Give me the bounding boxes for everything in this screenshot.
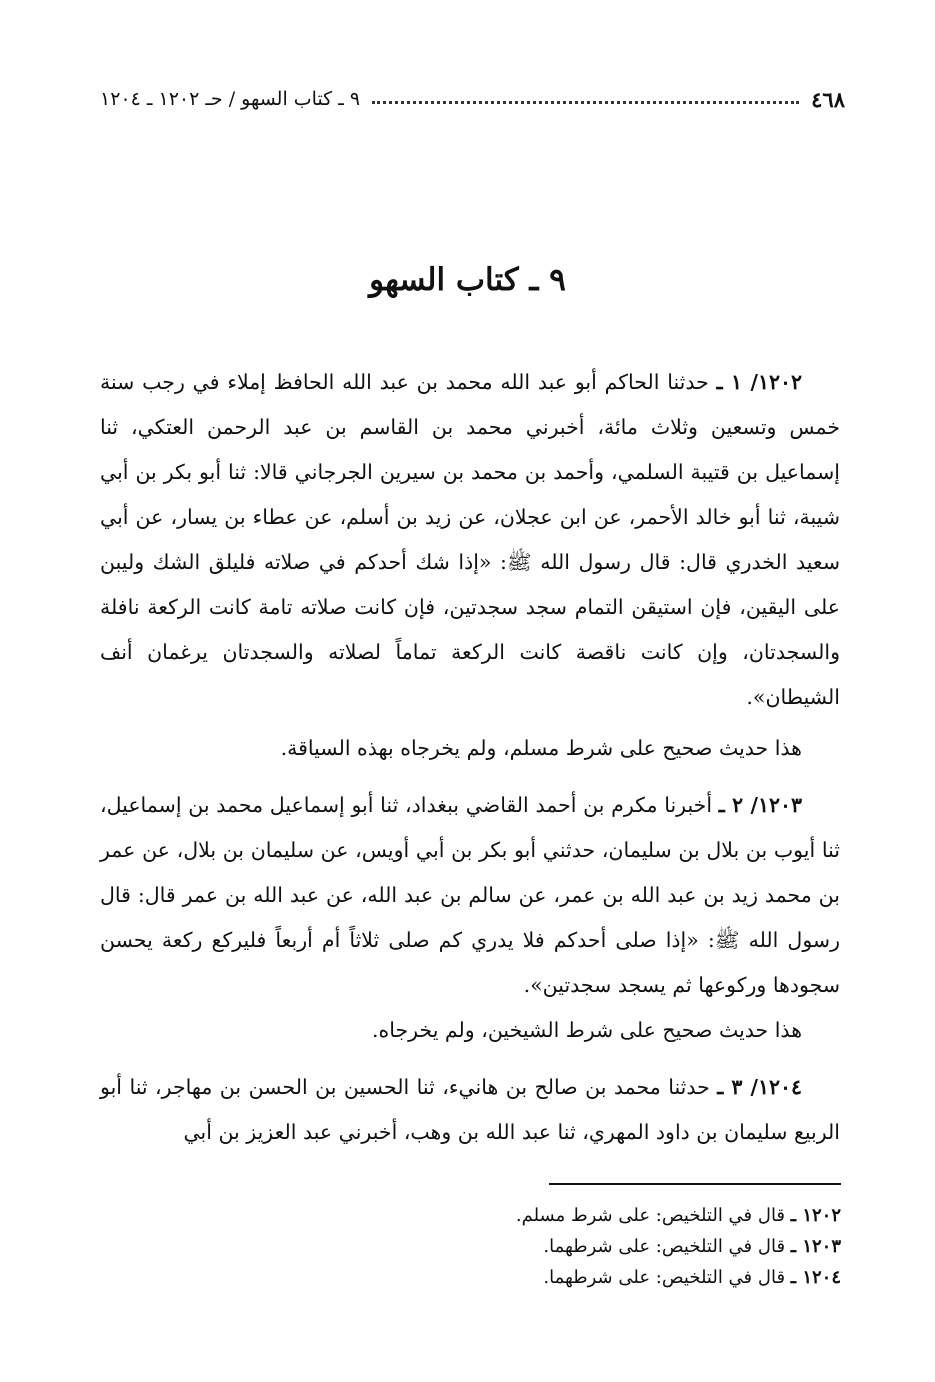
footnote-text: قال في التلخيص: على شرط مسلم. (515, 1205, 786, 1226)
footnote-1202 (341, 1200, 841, 1231)
page-number: ٤٦٨ (811, 86, 845, 112)
main-text (100, 360, 840, 1155)
footnotes (341, 1200, 841, 1293)
hadith-1203 (100, 783, 840, 1008)
hadith-1204 (100, 1065, 840, 1155)
footnote-number: ١٢٠٤ ـ (790, 1267, 841, 1288)
footnote-1203 (341, 1231, 841, 1262)
footnote-text: قال في التلخيص: على شرطهما. (543, 1236, 786, 1257)
footnote-number: ١٢٠٢ ـ (790, 1205, 841, 1226)
hadith-1202-verdict: هذا حديث صحيح على شرط مسلم، ولم يخرجاه بهذه السياقة. (280, 736, 802, 760)
hadith-text: حدثنا الحاكم أبو عبد الله محمد بن عبد الله الحافظ إملاء في رجب سنة خمس وتسعين وثلاث مائة، أخبرني محمد بن القاسم بن عبد الرحمن العتكي، ثنا إسماعيل بن قتيبة السلمي، وأحمد بن محمد بن سيرين الجرجاني قالا: ثنا أبو بكر بن أبي شيبة، ثنا أبو خالد الأحمر، عن ابن عجلان، عن زيد بن أسلم، عن عطاء بن يسار، عن أبي سعيد الخدري قال: قال رسول الله ﷺ: «إذا شك أحدكم في صلاته فليلق الشك وليبن على اليقين، فإن استيقن التمام سجد سجدتين، فإن كانت صلاته تامة كانت الركعة نافلة والسجدتان، وإن كانت ناقصة كانت الركعة تماماً لصلاته والسجدتان يرغمان أنف الشيطان». (100, 370, 840, 709)
footnote-1204 (341, 1262, 841, 1293)
hadith-text: حدثنا محمد بن صالح بن هانيء، ثنا الحسين بن الحسن بن مهاجر، ثنا أبو الربيع سليمان بن داود المهري، ثنا عبد الله بن وهب، أخبرني عبد العزيز بن أبي (100, 1075, 840, 1144)
footnote-text: قال في التلخيص: على شرطهما. (543, 1267, 786, 1288)
hadith-number: ١٢٠٢/ ١ ـ (716, 370, 802, 394)
hadith-1203-verdict: هذا حديث صحيح على شرط الشيخين، ولم يخرجاه. (371, 1018, 802, 1042)
header-dot-leader (372, 95, 799, 104)
hadith-1202 (100, 360, 840, 720)
running-header (100, 82, 845, 116)
footnote-number: ١٢٠٣ ـ (790, 1236, 841, 1257)
running-header-title: ٩ ـ كتاب السهو / حـ ١٢٠٢ ـ ١٢٠٤ (100, 88, 361, 110)
hadith-text: أخبرنا مكرم بن أحمد القاضي ببغداد، ثنا أبو إسماعيل محمد بن إسماعيل، ثنا أيوب بن بلال بن سليمان، حدثني أبو بكر بن أبي أويس، عن سليمان بن بلال، عن عمر بن محمد زيد بن عبد الله بن عمر، عن سالم بن عبد الله، عن عبد الله بن عمر قال: قال رسول الله ﷺ: «إذا صلى أحدكم فلا يدري كم صلى ثلاثاً أم أربعاً فليركع ركعة يحسن سجودها وركوعها ثم يسجد سجدتين». (100, 793, 840, 997)
hadith-number: ١٢٠٣/ ٢ ـ (718, 793, 802, 817)
hadith-number: ١٢٠٤/ ٣ ـ (717, 1075, 802, 1099)
chapter-title: ٩ ـ كتاب السهو (369, 262, 566, 298)
footnote-separator (549, 1183, 841, 1185)
